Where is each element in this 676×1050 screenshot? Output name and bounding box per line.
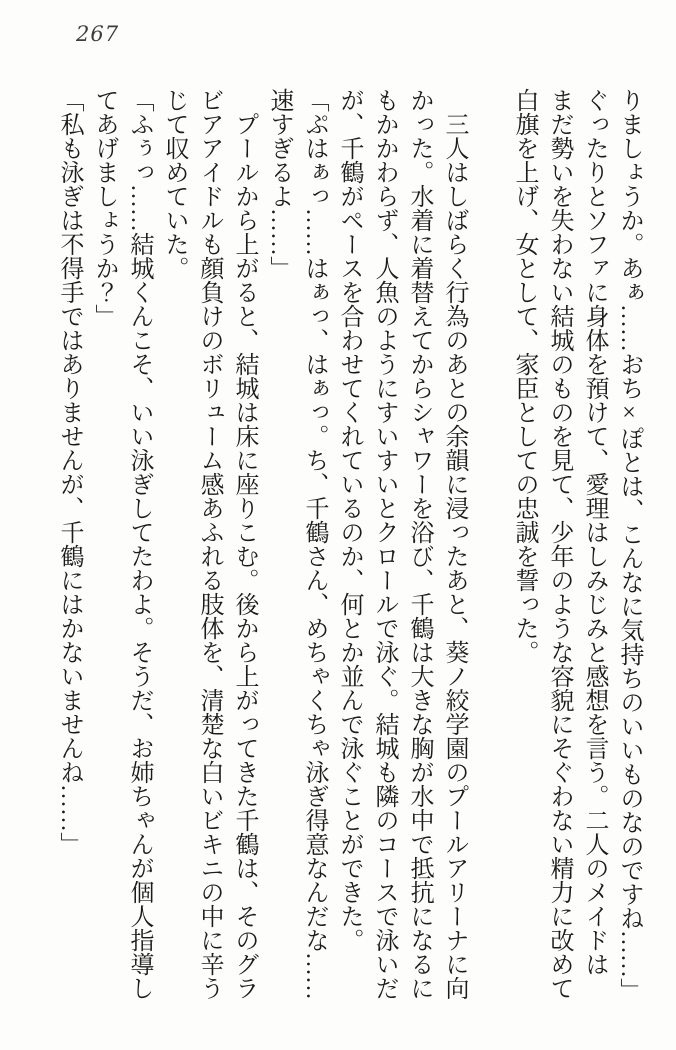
text-line: 「私も泳ぎは不得手ではありませんが、千鶴にはかないませんね……」 bbox=[56, 88, 82, 856]
text-line: 速すぎるよ……」 bbox=[266, 88, 292, 280]
text-line: 「ふぅっ……結城くんこそ、いい泳ぎしてたわよ。そうだ、お姉ちゃんが個人指導し bbox=[126, 88, 152, 1000]
text-line: プールから上がると、結城は床に座りこむ。後から上がってきた千鶴は、そのグラ bbox=[231, 88, 257, 1000]
page-number: 267 bbox=[76, 22, 120, 46]
text-line: もかかわらず、人魚のようにすいすいとクロールで泳ぐ。結城も隣のコースで泳いだ bbox=[371, 88, 397, 1000]
text-line: 白旗を上げ、女として、家臣としての忠誠を誓った。 bbox=[511, 88, 537, 664]
text-line: じて収めていた。 bbox=[161, 88, 187, 280]
text-line: てあげましょうか？」 bbox=[91, 88, 117, 328]
text-line: ぐったりとソファに身体を預けて、愛理はしみじみと感想を言う。二人のメイドは bbox=[581, 88, 607, 976]
text-line: が、千鶴がペースを合わせてくれているのか、何とか並んで泳ぐことができた。 bbox=[336, 88, 362, 952]
text-line: ビアアイドルも顔負けのボリューム感あふれる肢体を、清楚な白いビキニの中に辛う bbox=[196, 88, 222, 1000]
text-line: りましょうか。あぁ……おち×ぽとは、こんなに気持ちのいいものなのですね……」 bbox=[616, 88, 642, 1002]
page-text bbox=[51, 88, 646, 1028]
text-line: かった。水着に着替えてからシャワーを浴び、千鶴は大きな胸が水中で抵抗になるに bbox=[406, 88, 432, 1000]
text-line: 三人はしばらく行為のあとの余韻に浸ったあと、葵ノ絞学園のプールアリーナに向 bbox=[441, 88, 467, 1000]
text-line: 「ぷはぁっ……はぁっ、はぁっ。ち、千鶴さん、めちゃくちゃ泳ぎ得意なんだな…… bbox=[301, 88, 327, 1000]
text-line: まだ勢いを失わない結城のものを見て、少年のような容貌にそぐわない精力に改めて bbox=[546, 88, 572, 1000]
text-line-blank bbox=[471, 88, 506, 1028]
